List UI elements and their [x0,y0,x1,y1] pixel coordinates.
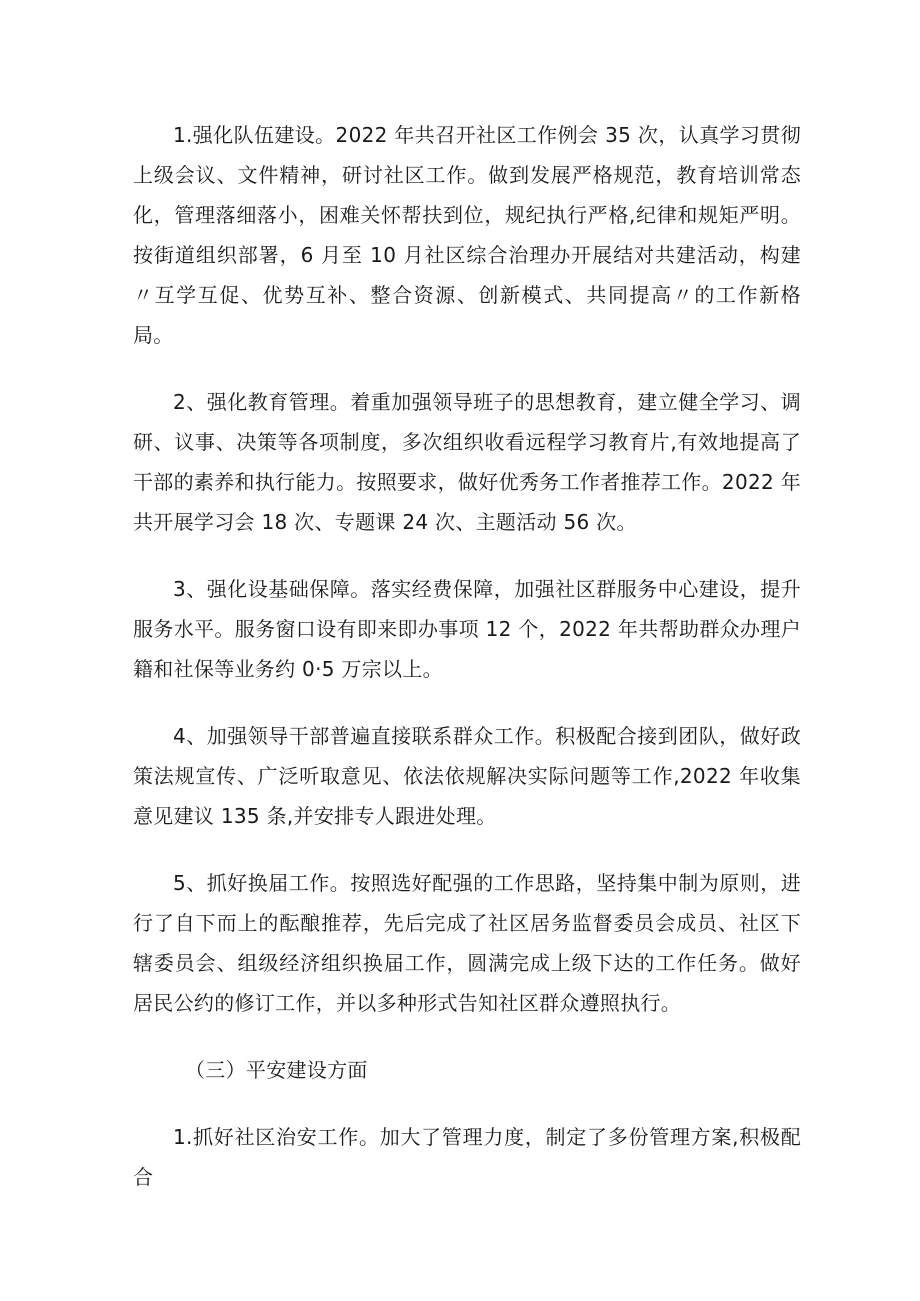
section-heading-safety: （三）平安建设方面 [185,1058,368,1082]
paragraph-cadre-contact: 4、加强领导干部普遍直接联系群众工作。积极配合接到团队，做好政策法规宣传、广泛听取意见、依法依规解决实际问题等工作,2022 年收集意见建议 135 条,并安排专人跟进处理。 [133,724,801,828]
paragraph-team-building: 1.强化队伍建设。2022 年共召开社区工作例会 35 次，认真学习贯彻上级会议、文件精神，研讨社区工作。做到发展严格规范，教育培训常态化，管理落细落小，困难关怀帮扶到位，规纪执行严格,纪律和规矩严明。按街道组织部署，6 月至 10 月社区综合治理办开展结对共建活动，构建〃互学互促、优势互补、整合资源、创新模式、共同提高〃的工作新格局。 [133,123,801,347]
document-body [133,115,801,1197]
paragraph-public-security: 1.抓好社区治安工作。加大了管理力度，制定了多份管理方案,积极配合 [133,1125,801,1189]
paragraph-election-work: 5、抓好换届工作。按照选好配强的工作思路，坚持集中制为原则，进行了自下而上的酝酿推荐，先后完成了社区居务监督委员会成员、社区下辖委员会、组级经济组织换届工作，圆满完成上级下达的工作任务。做好居民公约的修订工作，并以多种形式告知社区群众遵照执行。 [133,871,801,1015]
paragraph-education-management: 2、强化教育管理。着重加强领导班子的思想教育，建立健全学习、调研、议事、决策等各项制度，多次组织收看远程学习教育片,有效地提高了干部的素养和执行能力。按照要求，做好优秀务工作者推荐工作。2022 年共开展学习会 18 次、专题课 24 次、主题活动 56 次。 [133,390,801,534]
paragraph-infrastructure-support: 3、强化设基础保障。落实经费保障，加强社区群服务中心建设，提升服务水平。服务窗口设有即来即办事项 12 个，2022 年共帮助群众办理户籍和社保等业务约 0·5 万宗以上。 [133,577,801,681]
